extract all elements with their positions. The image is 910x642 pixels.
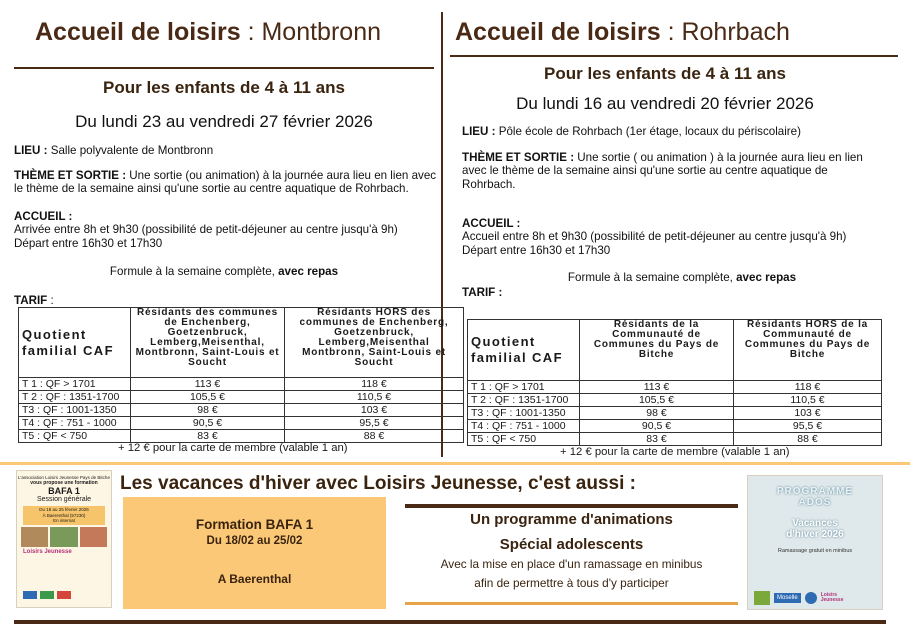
poster-logos	[23, 591, 71, 599]
right-dates: Du lundi 16 au vendredi 20 février 2026	[516, 94, 814, 113]
row-hors: 103 €	[285, 404, 464, 417]
row-res: 83 €	[580, 433, 734, 446]
right-tarif-table	[467, 319, 882, 446]
row-res: 105,5 €	[131, 391, 285, 404]
right-subtitle: Pour les enfants de 4 à 11 ans	[544, 64, 786, 83]
poster-photo	[80, 527, 107, 547]
row-res: 90,5 €	[131, 417, 285, 430]
row-res: 90,5 €	[580, 420, 734, 433]
ados-top-rule	[405, 504, 738, 508]
header-residants: Résidants de la Communauté de Communes du Pays de Bitche	[580, 320, 734, 381]
poster-text: À Baerenthal (57230)	[42, 512, 86, 518]
row-res: 113 €	[580, 381, 734, 394]
row-hors: 88 €	[285, 430, 464, 443]
loisirs-jeunesse-logo: Loisirs Jeunesse	[820, 592, 844, 603]
row-hors: 95,5 €	[285, 417, 464, 430]
ados-poster	[747, 475, 883, 610]
row-label: T4 : QF : 751 - 1000	[468, 420, 580, 433]
left-footnote: + 12 € pour la carte de membre (valable 1 an)	[118, 442, 348, 454]
table-row	[19, 430, 464, 443]
row-label: T 1 : QF > 1701	[468, 381, 580, 394]
left-accueil: ACCUEIL : Arrivée entre 8h et 9h30 (possibilité de petit-déjeuner au centre jusqu'à 9h) Départ entre 16h30 et 17h30	[14, 210, 398, 250]
left-page-title: Accueil de loisirs : Montbronn	[35, 18, 381, 46]
left-dates: Du lundi 23 au vendredi 27 février 2026	[75, 112, 373, 131]
row-hors: 110,5 €	[734, 394, 882, 407]
row-hors: 118 €	[285, 378, 464, 391]
row-label: T3 : QF : 1001-1350	[19, 404, 131, 417]
ados-bottom-rule	[405, 602, 738, 605]
banner-bottom-rule	[14, 620, 886, 624]
poster-photos	[21, 527, 107, 547]
left-lieu: LIEU : Salle polyvalente de Montbronn	[14, 144, 214, 157]
row-label: T4 : QF : 751 - 1000	[19, 417, 131, 430]
partner-logo	[57, 591, 71, 599]
poster-text: ADOS	[798, 497, 832, 508]
left-tarif-table	[18, 307, 464, 443]
bafa-dates: Du 18/02 au 25/02	[206, 535, 303, 547]
left-subtitle: Pour les enfants de 4 à 11 ans	[103, 78, 345, 97]
poster-text: Session générale	[36, 496, 92, 503]
row-hors: 88 €	[734, 433, 882, 446]
row-label: T5 : QF < 750	[468, 433, 580, 446]
banner-top-border	[0, 462, 910, 465]
banner-title: Les vacances d'hiver avec Loisirs Jeunesse, c'est aussi :	[120, 473, 636, 494]
left-formule: Formule à la semaine complète, avec repas	[109, 265, 339, 278]
row-label: T 2 : QF : 1351-1700	[19, 391, 131, 404]
row-label: T5 : QF < 750	[19, 430, 131, 443]
table-row	[19, 391, 464, 404]
loisirs-jeunesse-logo: Loisirs Jeunesse	[23, 548, 72, 555]
partner-logo	[23, 591, 37, 599]
poster-text: d'hiver 2026	[786, 529, 844, 540]
right-page-title: Accueil de loisirs : Rohrbach	[455, 18, 790, 46]
right-theme: THÈME ET SORTIE : Une sortie ( ou animation ) à la journée aura lieu en lien avec le thème de la semaine ainsi qu'une sortie au centre aquatique de Rohrbach.	[462, 151, 863, 191]
bafa-poster	[16, 470, 112, 608]
partner-logo	[805, 592, 817, 604]
ados-title: Un programme d'animations	[470, 511, 673, 528]
row-res: 98 €	[580, 407, 734, 420]
row-label: T 2 : QF : 1351-1700	[468, 394, 580, 407]
poster-text: BAFA 1	[48, 486, 80, 496]
row-hors: 103 €	[734, 407, 882, 420]
bafa-box	[123, 497, 386, 609]
right-accueil: ACCUEIL : Accueil entre 8h et 9h30 (possibilité de petit-déjeuner au centre jusqu'à 9h) Départ entre 16h30 et 17h30	[462, 217, 847, 257]
right-tarif-label: TARIF :	[462, 286, 503, 299]
partner-logo	[754, 591, 770, 605]
left-title-rule	[14, 67, 434, 69]
poster-text: En internat	[53, 518, 75, 523]
bafa-title: Formation BAFA 1	[195, 517, 314, 532]
poster-photo	[50, 527, 77, 547]
poster-text: Ramassage gratuit en minibus	[777, 548, 853, 554]
row-res: 105,5 €	[580, 394, 734, 407]
table-row	[468, 394, 882, 407]
table-row	[468, 407, 882, 420]
poster-text: vous propose une formation	[30, 480, 98, 486]
header-quotient: Quotient familial CAF	[468, 320, 580, 381]
row-res: 83 €	[131, 430, 285, 443]
table-header-row	[19, 308, 464, 378]
row-hors: 118 €	[734, 381, 882, 394]
table-row	[468, 381, 882, 394]
poster-text: L'association Loisirs Jeunesse Pays de Bitche	[18, 475, 110, 480]
right-title-rule	[450, 55, 898, 57]
right-formule: Formule à la semaine complète, avec repas	[567, 271, 797, 284]
header-hors: Résidants HORS des communes de Enchenberg, Goetzenbruck, Lemberg,Meisenthal Montbronn, Saint-Louis et Soucht	[285, 308, 464, 378]
poster-photo	[21, 527, 48, 547]
row-res: 98 €	[131, 404, 285, 417]
table-row	[468, 420, 882, 433]
poster-date-box	[23, 506, 105, 525]
poster-text: PROGRAMME	[776, 486, 854, 497]
partner-logo	[40, 591, 54, 599]
header-quotient: Quotient familial CAF	[19, 308, 131, 378]
left-tarif-label: TARIF :	[14, 294, 54, 307]
ados-logos	[754, 591, 847, 605]
right-lieu: LIEU : Pôle école de Rohrbach (1er étage, locaux du périscolaire)	[462, 125, 801, 138]
ados-line-1: Avec la mise en place d'un ramassage en minibus	[440, 557, 703, 571]
table-row	[19, 378, 464, 391]
bafa-place: A Baerenthal	[217, 572, 292, 586]
row-label: T 1 : QF > 1701	[19, 378, 131, 391]
row-hors: 95,5 €	[734, 420, 882, 433]
poster-text: Vacances	[792, 518, 838, 529]
ados-line-2: afin de permettre à tous d'y participer	[474, 576, 669, 590]
moselle-logo: Moselle	[774, 593, 801, 603]
table-header-row	[468, 320, 882, 381]
right-footnote: + 12 € pour la carte de membre (valable 1 an)	[560, 446, 790, 458]
row-label: T3 : QF : 1001-1350	[468, 407, 580, 420]
table-row	[19, 404, 464, 417]
left-theme: THÈME ET SORTIE : Une sortie (ou animation) à la journée aura lieu en lien avec le thème de la semaine ainsi qu'une sortie au centre aquatique de Rohrbach.	[14, 169, 437, 196]
table-row	[468, 433, 882, 446]
header-hors: Résidants HORS de la Communauté de Communes du Pays de Bitche	[734, 320, 882, 381]
row-res: 113 €	[131, 378, 285, 391]
header-residants: Résidants des communes de Enchenberg, Goetzenbruck, Lemberg,Meisenthal, Montbronn, Saint-Louis et Soucht	[131, 308, 285, 378]
table-row	[19, 417, 464, 430]
row-hors: 110,5 €	[285, 391, 464, 404]
ados-subtitle: Spécial adolescents	[499, 536, 644, 553]
poster-text: Du 18 au 25 février 2026	[39, 507, 89, 512]
